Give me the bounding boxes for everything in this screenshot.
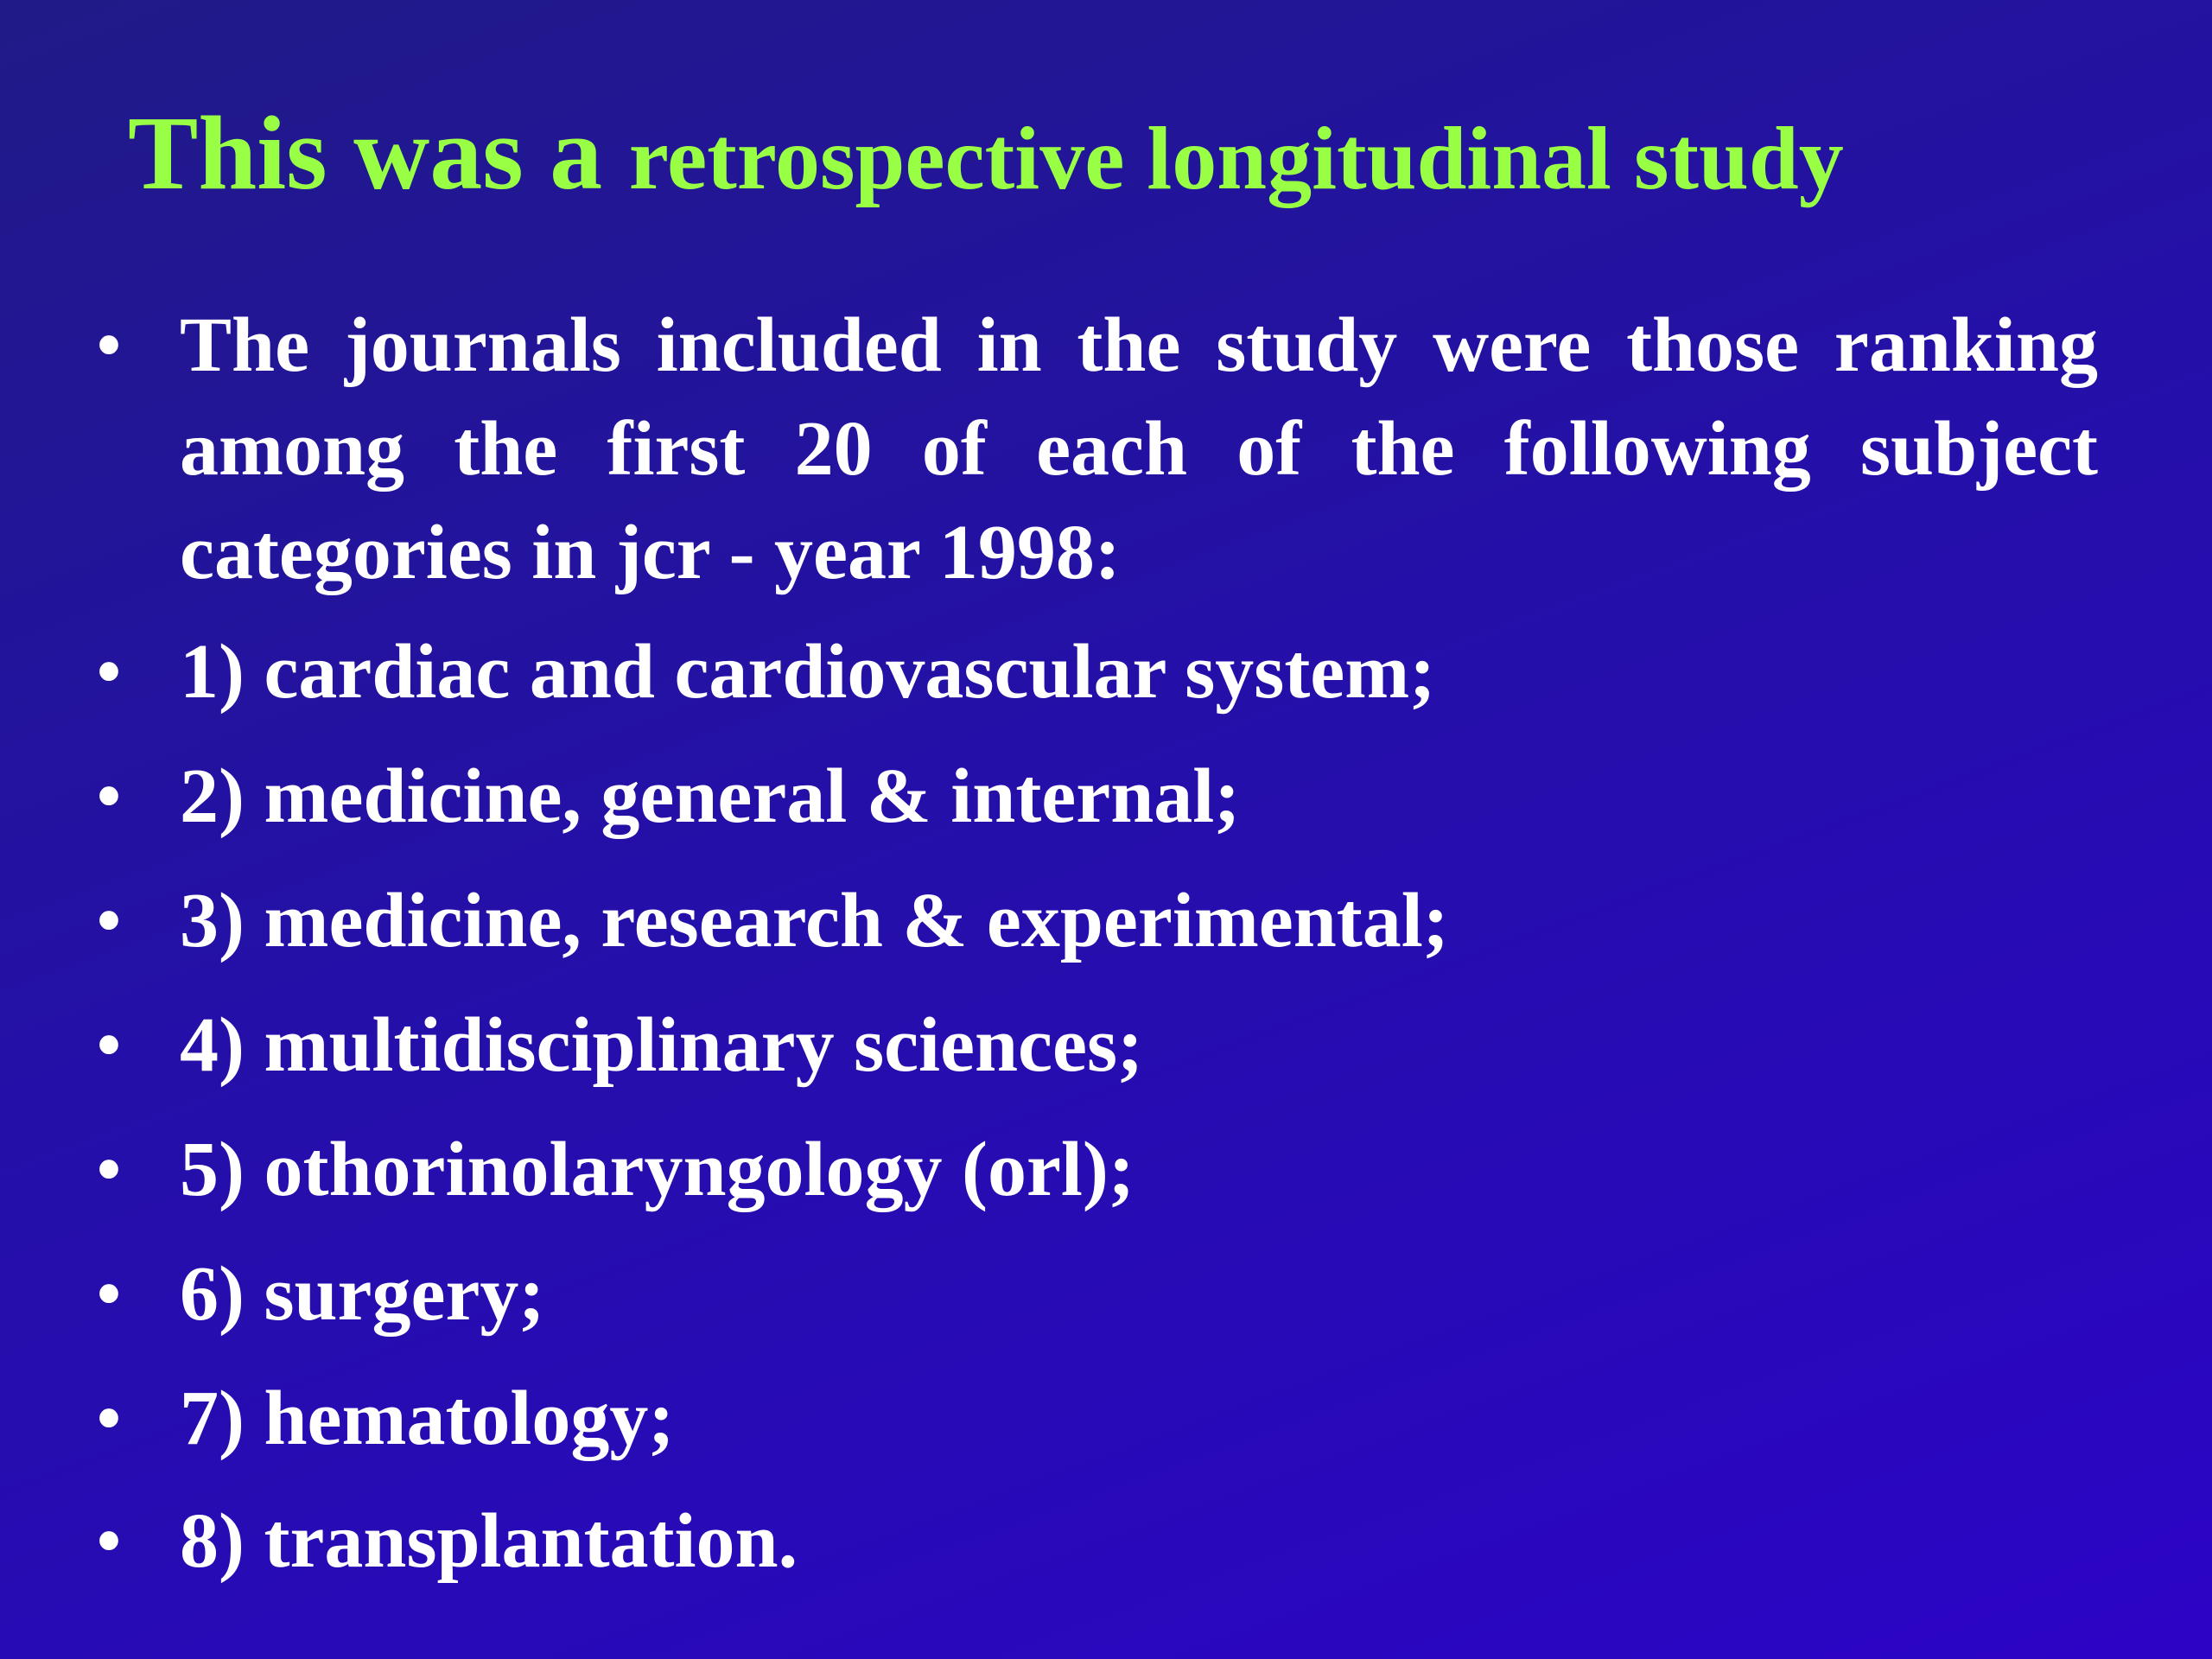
title-part-3: study: [1611, 109, 1844, 208]
bullet-item-text: 3) medicine, research & experimental;: [180, 878, 1449, 963]
bullet-item-text: 2) medicine, general & internal;: [180, 753, 1241, 839]
bullet-icon: •: [97, 759, 122, 835]
bullet-icon: •: [97, 1381, 122, 1457]
bullet-item-text: 1) cardiac and cardiovascular system;: [180, 629, 1436, 715]
title-part-2: retrospective longitudinal: [628, 109, 1611, 208]
bullet-item-text: 5) othorinolaryngology (orl);: [180, 1127, 1135, 1212]
bullet-icon: •: [97, 634, 122, 710]
bullet-item-text: 6) surgery;: [180, 1251, 545, 1337]
title-part-1: This was a: [128, 95, 629, 212]
bullet-icon: •: [97, 1007, 122, 1084]
bullet-icon: •: [97, 883, 122, 959]
bullet-item-text: 8) transplantation.: [180, 1498, 798, 1584]
bullet-intro-text: The journals included in the study were those ranking among the first 20 of each of the following subject categories in jcr - year 1998:: [180, 302, 2098, 595]
bullet-icon: •: [97, 1503, 122, 1580]
bullet-icon: •: [97, 308, 122, 384]
bullet-icon: •: [97, 1132, 122, 1208]
bullet-item-text: 7) hematology;: [180, 1376, 675, 1461]
bullet-icon: •: [97, 1256, 122, 1332]
bullet-item-text: 4) multidisciplinary sciences;: [180, 1002, 1143, 1088]
